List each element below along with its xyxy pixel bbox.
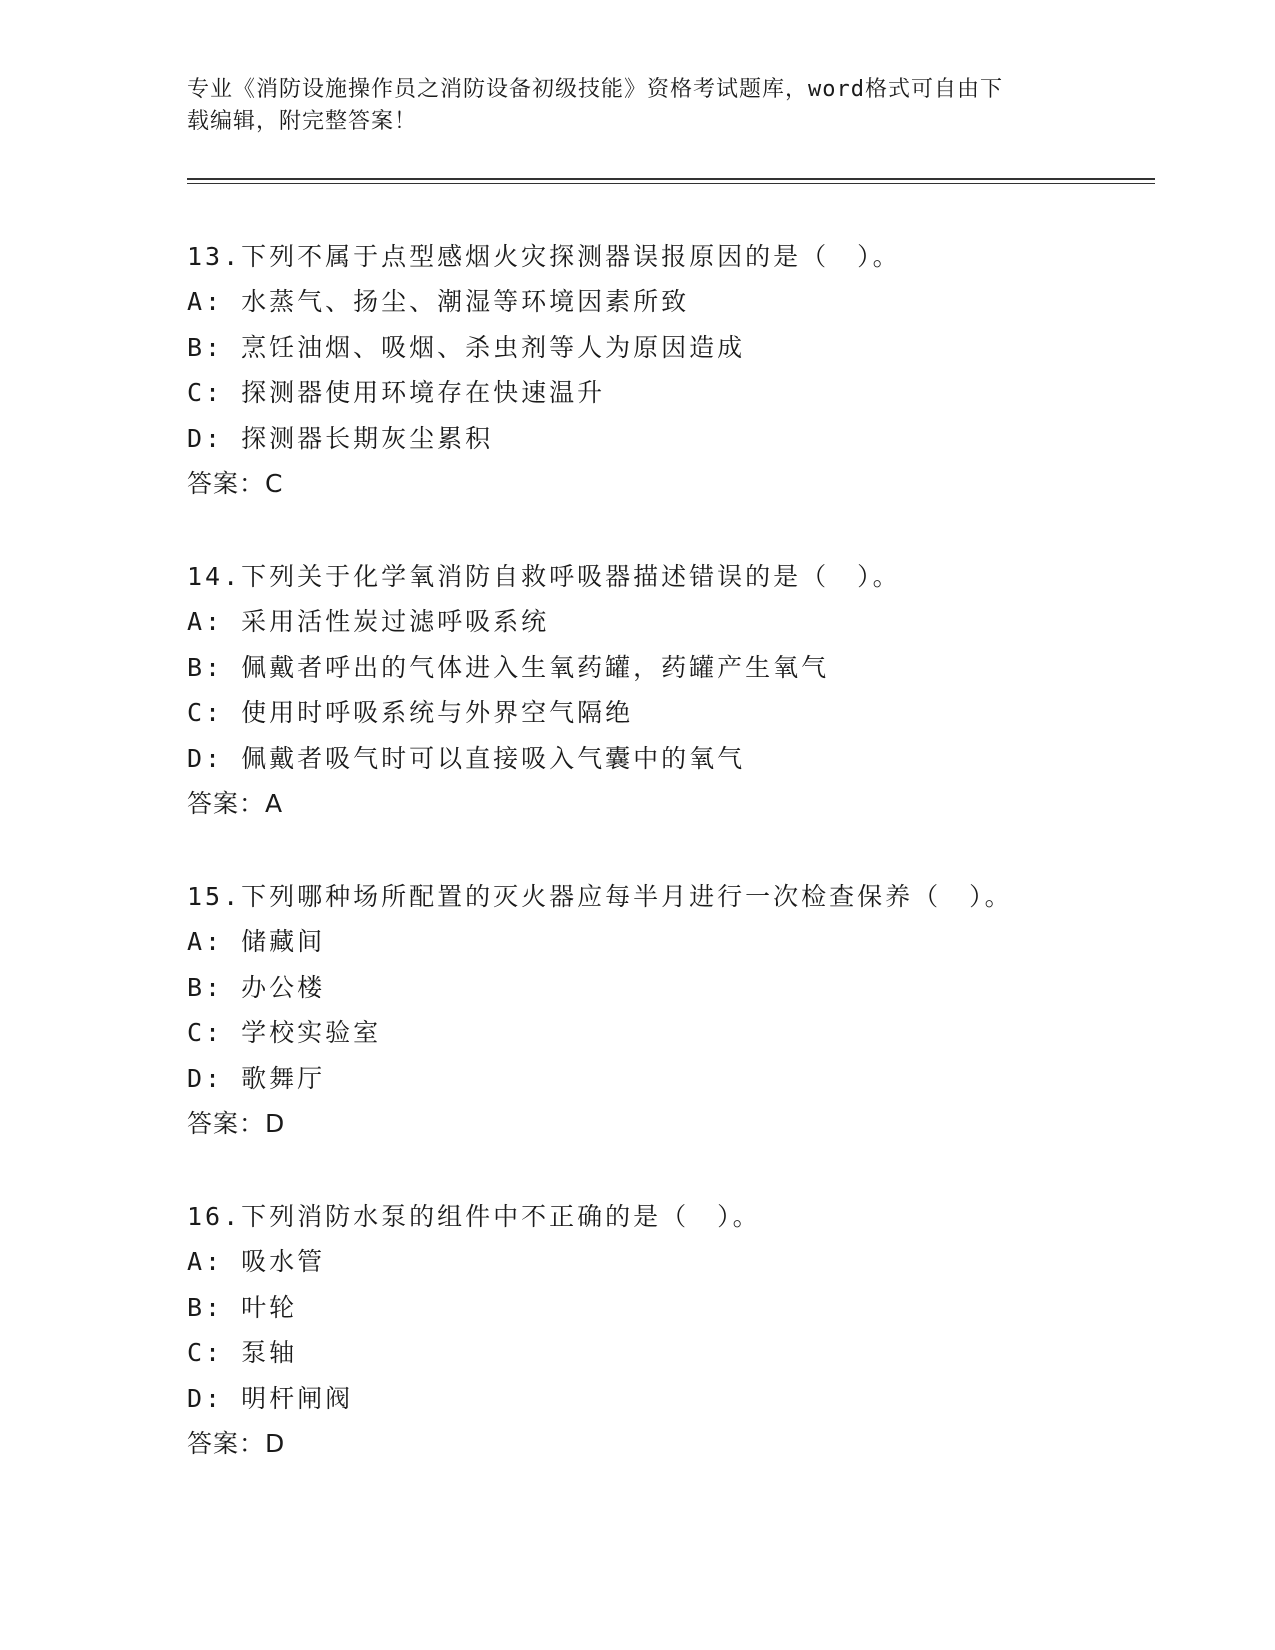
option-d: D: 佩戴者吸气时可以直接吸入气囊中的氧气 [187, 743, 746, 773]
question-stem: 16.下列消防水泵的组件中不正确的是（ ）。 [187, 1202, 761, 1231]
answer-key: 答案：A [187, 788, 284, 818]
document-header [187, 74, 1067, 138]
question-13 [187, 234, 1155, 554]
header-divider-thick [187, 178, 1155, 180]
option-a: A: 水蒸气、扬尘、潮湿等环境因素所致 [187, 287, 690, 317]
option-b: B: 佩戴者呼出的气体进入生氧药罐，药罐产生氧气 [187, 652, 830, 682]
question-stem: 15.下列哪种场所配置的灭火器应每半月进行一次检查保养（ ）。 [187, 882, 1013, 911]
option-c: C: 探测器使用环境存在快速温升 [187, 378, 606, 408]
question-14 [187, 554, 1155, 874]
header-divider-thin [187, 183, 1155, 184]
question-16 [187, 1194, 1155, 1514]
option-d: D: 探测器长期灰尘累积 [187, 423, 494, 453]
option-b: B: 烹饪油烟、吸烟、杀虫剂等人为原因造成 [187, 332, 746, 362]
question-15 [187, 874, 1155, 1194]
option-d: D: 明杆闸阀 [187, 1383, 354, 1413]
option-c: C: 使用时呼吸系统与外界空气隔绝 [187, 698, 634, 728]
option-c: C: 学校实验室 [187, 1018, 382, 1048]
option-a: A: 吸水管 [187, 1247, 326, 1277]
question-stem: 13.下列不属于点型感烟火灾探测器误报原因的是（ ）。 [187, 242, 901, 271]
header-line-1: 专业《消防设施操作员之消防设备初级技能》资格考试题库，word格式可自由下 [187, 77, 1003, 102]
answer-key: 答案：D [187, 1108, 286, 1138]
question-list [187, 234, 1155, 1514]
option-c: C: 泵轴 [187, 1338, 298, 1368]
option-b: B: 办公楼 [187, 972, 326, 1002]
question-stem: 14.下列关于化学氧消防自救呼吸器描述错误的是（ ）。 [187, 562, 901, 591]
option-a: A: 储藏间 [187, 927, 326, 957]
header-line-2: 载编辑，附完整答案！ [187, 109, 418, 134]
answer-key: 答案：D [187, 1428, 286, 1458]
option-b: B: 叶轮 [187, 1292, 298, 1322]
option-d: D: 歌舞厅 [187, 1063, 326, 1093]
option-a: A: 采用活性炭过滤呼吸系统 [187, 607, 550, 637]
answer-key: 答案：C [187, 468, 284, 498]
